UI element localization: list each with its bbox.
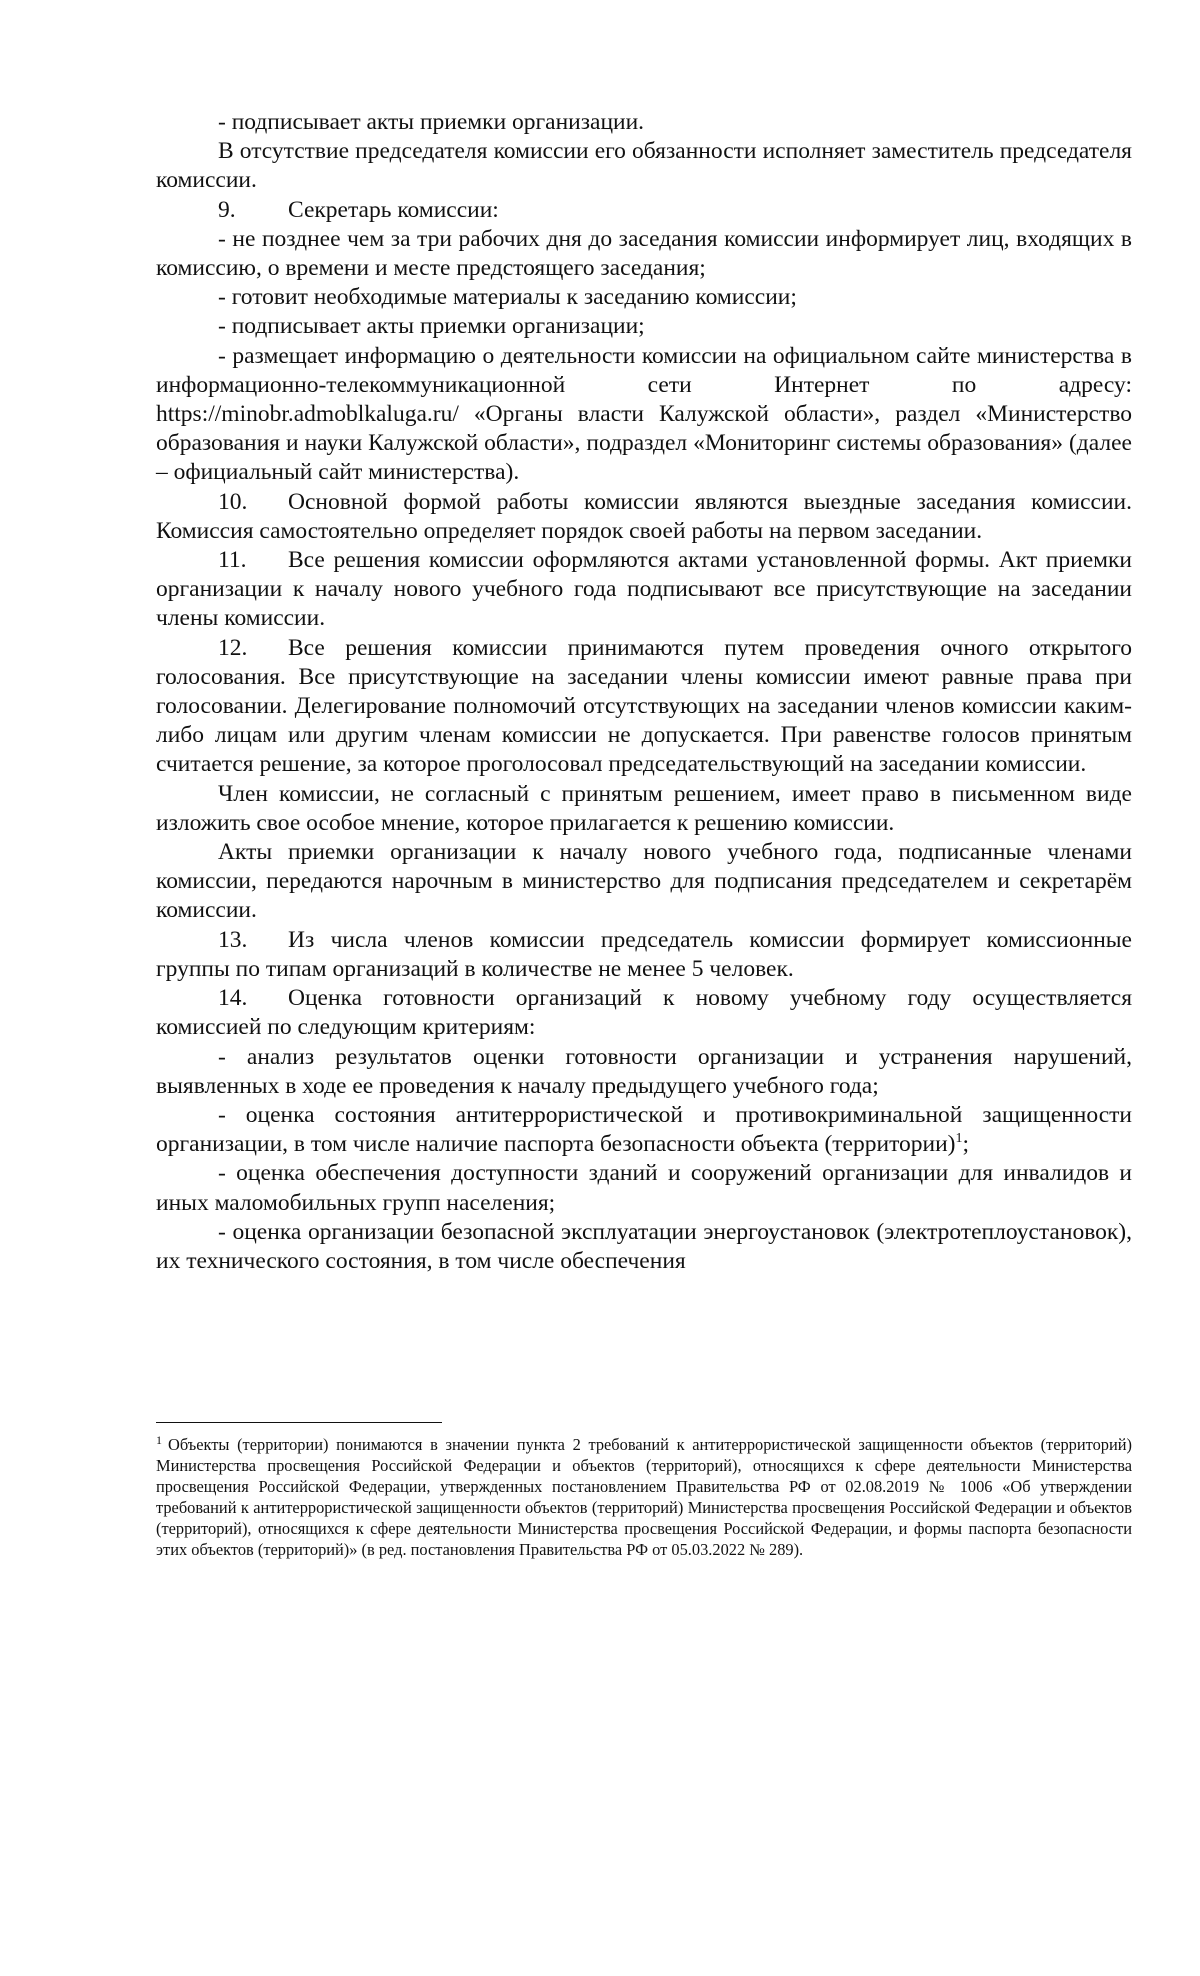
paragraph-text: Из числа членов комиссии председатель комиссии формирует комиссионные группы по типам организаций в количестве не менее 5 человек. — [156, 926, 1132, 982]
list-item: - не позднее чем за три рабочих дня до заседания комиссии информирует лиц, входящих в комиссию, о времени и месте предстоящего заседания; — [156, 225, 1132, 282]
list-item: - оценка организации безопасной эксплуатации энергоустановок (электротеплоустановок), их технического состояния, в том числе обеспечения — [156, 1218, 1132, 1274]
footnote — [156, 1434, 1132, 1560]
numbered-paragraph — [156, 546, 1132, 634]
paragraph-number: 11. — [218, 547, 247, 574]
list-item: - подписывает акты приемки организации; — [218, 313, 645, 340]
paragraph: - подписывает акты приемки организации. — [218, 109, 645, 135]
paragraph-number: 12. — [218, 634, 248, 661]
list-item — [156, 1101, 1132, 1159]
paragraph-number: 14. — [218, 985, 248, 1012]
numbered-paragraph — [156, 196, 1132, 225]
footnote-paragraph — [156, 1434, 1132, 1560]
paragraph-number: 13. — [218, 926, 248, 953]
list-item-punctuation: ; — [962, 1131, 970, 1158]
paragraph: Акты приемки организации к началу нового учебного года, подписанные членами комиссии, передаются нарочным в министерство для подписания председателем и секретарём комиссии. — [156, 839, 1132, 924]
numbered-paragraph — [156, 634, 1132, 780]
footnote-separator — [156, 1422, 442, 1423]
paragraph-text: Секретарь комиссии: — [288, 196, 499, 223]
footnote-text: Объекты (территории) понимаются в значении пункта 2 требований к антитеррористической защищенности объектов (территорий) Министерства просвещения Российской Федерации и объектов (территорий), относящихся к сфере деятельности Министерства просвещения Российской Федерации, утвержденных постановлением Правительства РФ от 02.08.2019 № 1006 «Об утверждении требований к антитеррористической защищенности объектов (территорий) Министерства просвещения Российской Федерации и объектов (территорий), относящихся к сфере деятельности Министерства просвещения Российской Федерации, и формы паспорта безопасности этих объектов (территорий)» (в ред. постановления Правительства РФ от 05.03.2022 № 289). — [156, 1435, 1132, 1559]
footnote-reference[interactable]: 1 — [955, 1131, 963, 1147]
paragraph-text: Основной формой работы комиссии являются выездные заседания комиссии. Комиссия самостоятельно определяет порядок своей работы на первом заседании. — [156, 488, 1132, 544]
paragraph-number: 9. — [218, 196, 236, 223]
paragraph-number: 10. — [218, 488, 248, 515]
document-body — [156, 108, 1132, 1276]
paragraph: В отсутствие председателя комиссии его обязанности исполняет заместитель председателя комиссии. — [156, 138, 1132, 194]
numbered-paragraph — [156, 488, 1132, 546]
list-item: - готовит необходимые материалы к заседанию комиссии; — [218, 284, 797, 311]
list-item: - размещает информацию о деятельности комиссии на официальном сайте министерства в информационно-телекоммуникационной сети Интернет по адресу: https://minobr.admoblkaluga.ru/ «Органы власти Калужской области», раздел «Министерство образования и науки Калужской области», подраздел «Мониторинг системы образования» (далее – официальный сайт министерства). — [156, 342, 1132, 486]
footnote-mark: 1 — [156, 1432, 162, 1447]
paragraph: Член комиссии, не согласный с принятым решением, имеет право в письменном виде изложить свое особое мнение, которое прилагается к решению комиссии. — [156, 780, 1132, 836]
list-item-text: - оценка состояния антитеррористической и противокриминальной защищенности организации, в том числе наличие паспорта безопасности объекта (территории) — [156, 1101, 1132, 1158]
paragraph-text: Все решения комиссии оформляются актами установленной формы. Акт приемки организации к началу нового учебного года подписывают все присутствующие на заседании члены комиссии. — [156, 547, 1132, 632]
numbered-paragraph — [156, 926, 1132, 984]
numbered-paragraph — [156, 984, 1132, 1042]
paragraph-text: Оценка готовности организаций к новому учебному году осуществляется комиссией по следующим критериям: — [156, 985, 1132, 1041]
list-item: - анализ результатов оценки готовности организации и устранения нарушений, выявленных в ходе ее проведения к началу предыдущего учебного года; — [156, 1043, 1132, 1099]
list-item: - оценка обеспечения доступности зданий и сооружений организации для инвалидов и иных маломобильных групп населения; — [156, 1160, 1132, 1216]
paragraph-text: Все решения комиссии принимаются путем проведения очного открытого голосования. Все присутствующие на заседании члены комиссии имеют равные права при голосовании. Делегирование полномочий отсутствующих на заседании членов комиссии каким-либо лицам или другим членам комиссии не допускается. При равенстве голосов принятым считается решение, за которое проголосовал председательствующий на заседании комиссии. — [156, 634, 1132, 778]
